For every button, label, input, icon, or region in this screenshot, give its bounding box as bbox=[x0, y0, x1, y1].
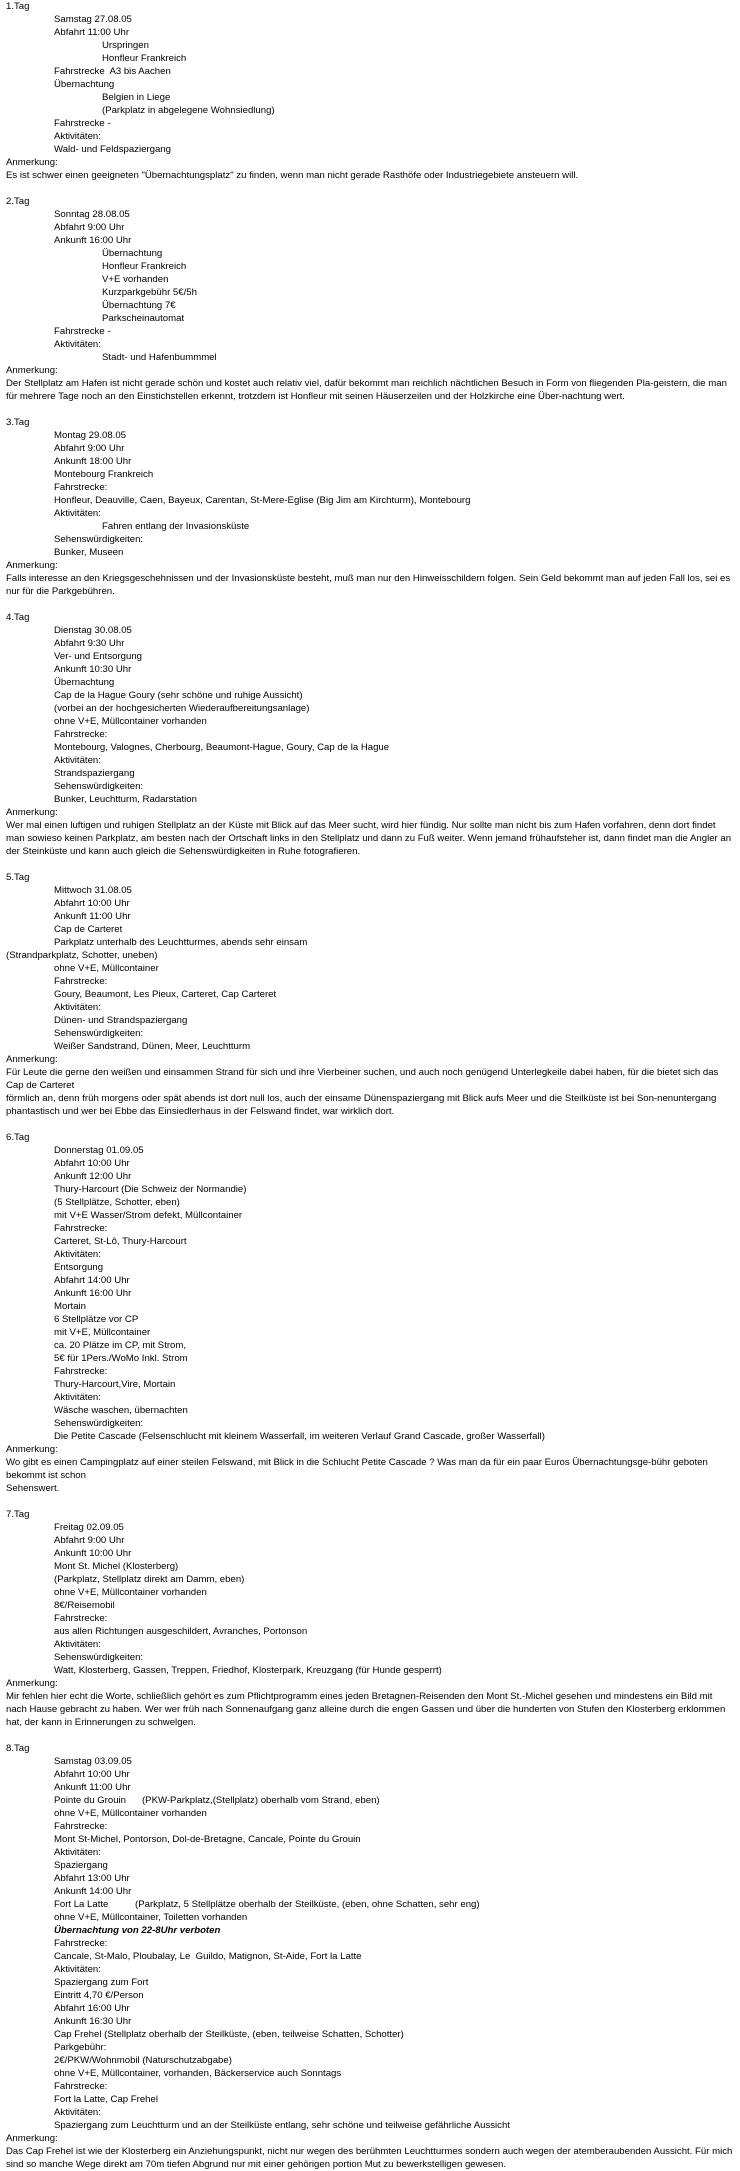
day-heading: 4.Tag bbox=[6, 612, 30, 623]
day-heading: 2.Tag bbox=[6, 196, 30, 207]
entry-line: Spaziergang bbox=[54, 1860, 108, 1871]
detail-line: Parkscheinautomat bbox=[102, 313, 185, 324]
note-paragraph: Falls interesse an den Kriegsgeschehnissen und der Invasionsküste besteht, muß man nur den Hinweisschildern folgen. Sein Geld bekommt man auf jeden Fall los, sei es nur für die Parkgebühren. bbox=[6, 573, 731, 597]
entry-line: Abfahrt 9:00 Uhr bbox=[54, 1535, 125, 1546]
entry-line: Abfahrt 10:00 Uhr bbox=[54, 1158, 130, 1169]
entry-line: 8€/Reisemobil bbox=[54, 1600, 115, 1611]
entry-line: Fahrstrecke: bbox=[54, 1938, 108, 1949]
detail-line: Belgien in Liege bbox=[102, 92, 171, 103]
note-label: Anmerkung: bbox=[6, 157, 58, 168]
entry-line: Abfahrt 13:00 Uhr bbox=[54, 1873, 130, 1884]
entry-line: Abfahrt 10:00 Uhr bbox=[54, 898, 130, 909]
entry-line: ohne V+E, Müllcontainer, vorhanden, Bäckerservice auch Sonntags bbox=[54, 2068, 342, 2079]
note-paragraph: Für Leute die gerne den weißen und einsammen Strand für sich und ihre Vierbeiner suchen, und auch noch genügend Unterlegkeile dabei haben, für die bietet sich das Cap de Carteret bbox=[6, 1067, 719, 1091]
entry-line: Mont St-Michel, Pontorson, Dol-de-Bretagne, Cancale, Pointe du Grouin bbox=[54, 1834, 361, 1845]
entry-line: Fort la Latte, Cap Frehel bbox=[54, 2094, 158, 2105]
entry-line: ohne V+E, Müllcontainer vorhanden bbox=[54, 716, 207, 727]
note-label: Anmerkung: bbox=[6, 365, 58, 376]
text-line: (Strandparkplatz, Schotter, uneben) bbox=[6, 950, 158, 961]
entry-line: Donnerstag 01.09.05 bbox=[54, 1145, 144, 1156]
entry-line: Übernachtung bbox=[54, 79, 115, 90]
entry-line: Carteret, St-Lô, Thury-Harcourt bbox=[54, 1236, 187, 1247]
entry-line: mit V+E Wasser/Strom defekt, Müllcontainer bbox=[54, 1210, 243, 1221]
entry-line: Aktivitäten: bbox=[54, 1639, 101, 1650]
entry-line: Mortain bbox=[54, 1301, 86, 1312]
entry-line: Abfahrt 9:00 Uhr bbox=[54, 443, 125, 454]
detail-line: Stadt- und Hafenbummmel bbox=[102, 352, 217, 363]
entry-line: Abfahrt 11:00 Uhr bbox=[54, 27, 130, 38]
entry-line: Fahrstrecke: bbox=[54, 976, 108, 987]
entry-line: Sehenswürdigkeiten: bbox=[54, 1028, 144, 1039]
entry-line: Watt, Klosterberg, Gassen, Treppen, Friedhof, Klosterpark, Kreuzgang (für Hunde gesperrt) bbox=[54, 1665, 442, 1676]
note-label: Anmerkung: bbox=[6, 1054, 58, 1065]
entry-line: Abfahrt 9:00 Uhr bbox=[54, 222, 125, 233]
entry-line: Bunker, Museen bbox=[54, 547, 124, 558]
entry-line: 6 Stellplätze vor CP bbox=[54, 1314, 139, 1325]
entry-line: Spaziergang zum Fort bbox=[54, 1977, 149, 1988]
entry-line: aus allen Richtungen ausgeschildert, Avranches, Portonson bbox=[54, 1626, 308, 1637]
entry-line: Fahrstrecke: bbox=[54, 482, 108, 493]
detail-line: Honfleur Frankreich bbox=[102, 261, 187, 272]
entry-line: Die Petite Cascade (Felsenschlucht mit kleinem Wasserfall, im weiteren Verlauf Grand Cascade, großer Wasserfall) bbox=[54, 1431, 545, 1442]
section-gap bbox=[6, 403, 735, 416]
entry-line: Eintritt 4,70 €/Person bbox=[54, 1990, 144, 2001]
entry-line: Ankunft 16:30 Uhr bbox=[54, 2016, 132, 2027]
warning-line: Übernachtung von 22-8Uhr verboten bbox=[54, 1925, 221, 1936]
entry-line: Fahrstrecke - bbox=[54, 118, 111, 129]
day-heading: 3.Tag bbox=[6, 417, 30, 428]
section-gap bbox=[6, 858, 735, 871]
entry-line: Spaziergang zum Leuchtturm und an der Steilküste entlang, sehr schöne und teilweise gefährliche Aussicht bbox=[54, 2120, 510, 2131]
entry-line: Montebourg Frankreich bbox=[54, 469, 154, 480]
entry-line: Fahrstrecke - bbox=[54, 326, 111, 337]
entry-line: Aktivitäten: bbox=[54, 508, 101, 519]
entry-line: Wald- und Feldspaziergang bbox=[54, 144, 171, 155]
entry-line: Fahrstrecke: bbox=[54, 1223, 108, 1234]
entry-line: Bunker, Leuchtturm, Radarstation bbox=[54, 794, 197, 805]
entry-line: Ankunft 11:00 Uhr bbox=[54, 1782, 131, 1793]
entry-line: Ankunft 18:00 Uhr bbox=[54, 456, 132, 467]
section-gap bbox=[6, 182, 735, 195]
entry-line: Honfleur, Deauville, Caen, Bayeux, Carentan, St-Mere-Eglise (Big Jim am Kirchturm), Montebourg bbox=[54, 495, 471, 506]
entry-line: Strandspaziergang bbox=[54, 768, 135, 779]
entry-line: Mont St. Michel (Klosterberg) bbox=[54, 1561, 179, 1572]
entry-line: Ankunft 16:00 Uhr bbox=[54, 1288, 132, 1299]
entry-line: Goury, Beaumont, Les Pieux, Carteret, Cap Carteret bbox=[54, 989, 277, 1000]
entry-line: 5€ für 1Pers./WoMo Inkl. Strom bbox=[54, 1353, 188, 1364]
note-label: Anmerkung: bbox=[6, 560, 58, 571]
entry-line: Abfahrt 16:00 Uhr bbox=[54, 2003, 130, 2014]
entry-line: Aktivitäten: bbox=[54, 2107, 101, 2118]
note-paragraph: Der Stellplatz am Hafen ist nicht gerade schön und kostet auch relativ viel, dafür bekommt man reichlich nächtlichen Besuch in Form von fliegenden Pla-geistern, die man für mehrere Tage noch an den Einstichstellen erkennt, trotzdem ist Honfleur mit seinen Häuserzeilen und der Holzkirche eine Über-nachtung wert. bbox=[6, 378, 727, 402]
entry-line: Übernachtung bbox=[54, 677, 115, 688]
entry-line: Cap Frehel (Stellplatz oberhalb der Steilküste, (eben, teilweise Schatten, Schotter) bbox=[54, 2029, 404, 2040]
entry-line: Aktivitäten: bbox=[54, 1392, 101, 1403]
entry-line: Parkplatz unterhalb des Leuchtturmes, abends sehr einsam bbox=[54, 937, 308, 948]
entry-line: Aktivitäten: bbox=[54, 1964, 101, 1975]
note-label: Anmerkung: bbox=[6, 1678, 58, 1689]
entry-line: Fahrstrecke: bbox=[54, 1366, 108, 1377]
entry-line: Fahrstrecke A3 bis Aachen bbox=[54, 66, 171, 77]
entry-line: Fahrstrecke: bbox=[54, 2081, 108, 2092]
detail-line: (Parkplatz in abgelegene Wohnsiedlung) bbox=[102, 105, 275, 116]
note-paragraph: Wer mal einen luftigen und ruhigen Stellplatz an der Küste mit Blick auf das Meer sucht, wird hier fündig. Nur sollte man nicht bis zum Hafen vorfahren, denn dort findet man sowieso keinen Parkplatz, am besten nach der Ortschaft links in den Stellplatz und dann zu Fuß weiter. Wenn jemand frühaufsteher ist, dann findet man die Angler an der Steinküste und kann auch gleich die Sehenswürdigkeiten in Ruhe fotografieren. bbox=[6, 820, 732, 857]
entry-line: Weißer Sandstrand, Dünen, Meer, Leuchtturm bbox=[54, 1041, 251, 1052]
day-heading: 1.Tag bbox=[6, 1, 30, 12]
entry-line: Ankunft 14:00 Uhr bbox=[54, 1886, 132, 1897]
entry-line: Fahrstrecke: bbox=[54, 1821, 108, 1832]
entry-line: ca. 20 Plätze im CP, mit Strom, bbox=[54, 1340, 187, 1351]
entry-line: Aktivitäten: bbox=[54, 1002, 101, 1013]
day-heading: 5.Tag bbox=[6, 872, 30, 883]
entry-line: Wäsche waschen, übernachten bbox=[54, 1405, 188, 1416]
entry-line: Fahrstrecke: bbox=[54, 1613, 108, 1624]
entry-line: Ankunft 11:00 Uhr bbox=[54, 911, 131, 922]
detail-line: Urspringen bbox=[102, 40, 149, 51]
note-paragraph: Das Cap Frehel ist wie der Klosterberg ein Anziehungspunkt, nicht nur wegen des berühmten Leuchtturmes sondern auch wegen der atemberaubenden Aussicht. Für mich sind so manche Wege direkt am 70m tiefen Abgrund nur mit einer gehörigen portion Mut zu bewerkstelligen gewesen. bbox=[6, 2146, 733, 2170]
entry-line: Sehenswürdigkeiten: bbox=[54, 1418, 144, 1429]
section-gap bbox=[6, 1118, 735, 1131]
entry-line: Abfahrt 9:30 Uhr bbox=[54, 638, 125, 649]
note-paragraph: Mir fehlen hier echt die Worte, schließlich gehört es zum Pflichtprogramm eines jeden Bretagnen-Reisenden den Mont St.-Michel gesehen und mindestens ein Bild mit nach Hause gebracht zu haben. Wer wer früh nach Sonnenaufgang ganz alleine durch die engen Gassen und über die hunderten von Stufen den Klosterberg erklommen hat, der kann in Erinnerungen zu schwelgen. bbox=[6, 1691, 726, 1728]
entry-line: Cancale, St-Malo, Ploubalay, Le Guildo, Matignon, St-Aide, Fort la Latte bbox=[54, 1951, 362, 1962]
entry-line: Abfahrt 14:00 Uhr bbox=[54, 1275, 130, 1286]
entry-line: Ver- und Entsorgung bbox=[54, 651, 143, 662]
detail-line: Übernachtung bbox=[102, 248, 163, 259]
detail-line: Honfleur Frankreich bbox=[102, 53, 187, 64]
entry-line: Montag 29.08.05 bbox=[54, 430, 127, 441]
entry-line: Abfahrt 10:00 Uhr bbox=[54, 1769, 130, 1780]
entry-line: ohne V+E, Müllcontainer vorhanden bbox=[54, 1808, 207, 1819]
detail-line: Übernachtung 7€ bbox=[102, 300, 176, 311]
entry-line: (5 Stellplätze, Schotter, eben) bbox=[54, 1197, 180, 1208]
entry-line: Ankunft 12:00 Uhr bbox=[54, 1171, 132, 1182]
entry-line: Ankunft 10:30 Uhr bbox=[54, 664, 132, 675]
note-label: Anmerkung: bbox=[6, 1444, 58, 1455]
entry-line: Aktivitäten: bbox=[54, 755, 101, 766]
entry-line: Mittwoch 31.08.05 bbox=[54, 885, 132, 896]
detail-line: V+E vorhanden bbox=[102, 274, 169, 285]
section-gap bbox=[6, 1495, 735, 1508]
entry-line: mit V+E, Müllcontainer bbox=[54, 1327, 151, 1338]
entry-line: Parkgebühr: bbox=[54, 2042, 107, 2053]
note-paragraph: förmlich an, denn früh morgens oder spät abends ist dort null los, auch der einsame Dünenspaziergang mit Blick aufs Meer und die Steilküste ist bei Son-nenuntergang phantastisch und wer bei Ebbe das Einsiedlerhaus in der Felswand findet, war wirklich dort. bbox=[6, 1093, 717, 1117]
note-label: Anmerkung: bbox=[6, 807, 58, 818]
entry-line: Dienstag 30.08.05 bbox=[54, 625, 132, 636]
entry-line: Sonntag 28.08.05 bbox=[54, 209, 130, 220]
day-heading: 8.Tag bbox=[6, 1743, 30, 1754]
entry-line: Ankunft 16:00 Uhr bbox=[54, 235, 132, 246]
entry-line: Cap de la Hague Goury (sehr schöne und ruhige Aussicht) bbox=[54, 690, 303, 701]
entry-line: Entsorgung bbox=[54, 1262, 104, 1273]
text-line: Sehenswert. bbox=[6, 1483, 60, 1494]
entry-line: 2€/PKW/Wohnmobil (Naturschutzabgabe) bbox=[54, 2055, 232, 2066]
entry-line: Pointe du Grouin (PKW-Parkplatz,(Stellplatz) oberhalb vom Strand, eben) bbox=[54, 1795, 380, 1806]
entry-line: Sehenswürdigkeiten: bbox=[54, 1652, 144, 1663]
entry-line: Sehenswürdigkeiten: bbox=[54, 534, 144, 545]
entry-line: Ankunft 10:00 Uhr bbox=[54, 1548, 132, 1559]
entry-line: Aktivitäten: bbox=[54, 1847, 101, 1858]
entry-line: Samstag 27.08.05 bbox=[54, 14, 132, 25]
note-paragraph: Es ist schwer einen geeigneten "Übernachtungsplatz" zu finden, wenn man nicht gerade Rasthöfe oder Industriegebiete ansteuern will. bbox=[6, 170, 579, 181]
entry-line: Samstag 03.09.05 bbox=[54, 1756, 132, 1767]
entry-line: ohne V+E, Müllcontainer vorhanden bbox=[54, 1587, 207, 1598]
entry-line: Aktivitäten: bbox=[54, 1249, 101, 1260]
entry-line: Fort La Latte (Parkplatz, 5 Stellplätze oberhalb der Steilküste, (eben, ohne Schatten, sehr eng) bbox=[54, 1899, 480, 1910]
entry-line: ohne V+E, Müllcontainer, Toiletten vorhanden bbox=[54, 1912, 248, 1923]
entry-line: (vorbei an der hochgesicherten Wiederaufbereitungsanlage) bbox=[54, 703, 310, 714]
entry-line: (Parkplatz, Stellplatz direkt am Damm, eben) bbox=[54, 1574, 245, 1585]
entry-line: Thury-Harcourt,Vire, Mortain bbox=[54, 1379, 176, 1390]
entry-line: Sehenswürdigkeiten: bbox=[54, 781, 144, 792]
entry-line: Dünen- und Strandspaziergang bbox=[54, 1015, 188, 1026]
entry-line: Freitag 02.09.05 bbox=[54, 1522, 124, 1533]
day-heading: 6.Tag bbox=[6, 1132, 30, 1143]
section-gap bbox=[6, 598, 735, 611]
entry-line: Thury-Harcourt (Die Schweiz der Normandie) bbox=[54, 1184, 247, 1195]
note-paragraph: Wo gibt es einen Campingplatz auf einer steilen Felswand, mit Blick in die Schlucht Petite Cascade ? Was man da für ein paar Euros Übernachtungsge-bühr geboten bekommt ist schon bbox=[6, 1457, 708, 1481]
entry-line: Fahrstrecke: bbox=[54, 729, 108, 740]
entry-line: Montebourg, Valognes, Cherbourg, Beaumont-Hague, Goury, Cap de la Hague bbox=[54, 742, 390, 753]
day-heading: 7.Tag bbox=[6, 1509, 30, 1520]
detail-line: Fahren entlang der Invasionsküste bbox=[102, 521, 250, 532]
entry-line: Aktivitäten: bbox=[54, 131, 101, 142]
detail-line: Kurzparkgebühr 5€/5h bbox=[102, 287, 197, 298]
entry-line: ohne V+E, Müllcontainer bbox=[54, 963, 159, 974]
note-label: Anmerkung: bbox=[6, 2133, 58, 2144]
entry-line: Aktivitäten: bbox=[54, 339, 101, 350]
section-gap bbox=[6, 1729, 735, 1742]
entry-line: Cap de Carteret bbox=[54, 924, 123, 935]
